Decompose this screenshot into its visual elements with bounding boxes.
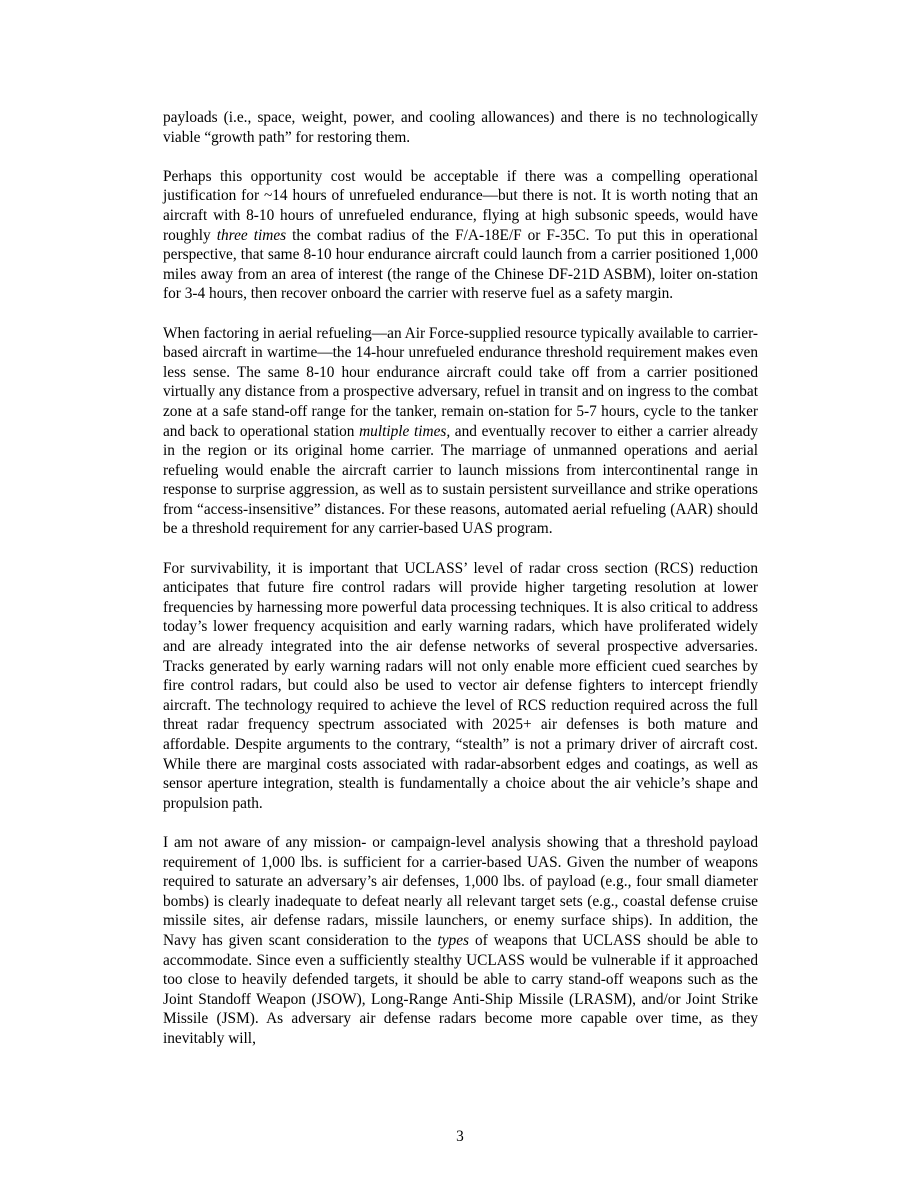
paragraph-payload-requirement (163, 833, 758, 1049)
italic-text-segment: multiple times, (359, 422, 451, 440)
text-segment: For survivability, it is important that UCLASS’ level of radar cross section (RCS) reduction anticipates that future fire control radars will provide higher targeting resolution at lower frequencies by harnessing more powerful data processing techniques. It is also critical to address today’s lower frequency acquisition and early warning radars, which have proliferated widely and are already integrated into the air defense networks of several prospective adversaries. Tracks generated by early warning radars will not only enable more efficient cued searches by fire control radars, but could also be used to vector air defense fighters to intercept friendly aircraft. The technology required to achieve the level of RCS reduction required across the full threat radar frequency spectrum associated with 2025+ air defenses is both mature and affordable. Despite arguments to the contrary, “stealth” is not a primary driver of aircraft cost. While there are marginal costs associated with radar-absorbent edges and coatings, as well as sensor aperture integration, stealth is fundamentally a choice about the air vehicle’s shape and propulsion path. (163, 559, 758, 812)
text-segment: When factoring in aerial refueling—an Air Force-supplied resource typically available to carrier-based aircraft in wartime—the 14-hour unrefueled endurance threshold requirement makes even less sense. The same 8-10 hour endurance aircraft could take off from a carrier positioned virtually any distance from a prospective adversary, refuel in transit and on ingress to the combat zone at a safe stand-off range for the tanker, remain on-station for 5-7 hours, cycle to the tanker and back to operational station (163, 324, 758, 440)
text-segment: and eventually recover to either a carrier already in the region or its original home carrier. The marriage of unmanned operations and aerial refueling would enable the aircraft carrier to launch missions from intercontinental range in response to surprise aggression, as well as to sustain persistent surveillance and strike operations from “access-insensitive” distances. For these reasons, automated aerial refueling (AAR) should be a threshold requirement for any carrier-based UAS program. (163, 422, 758, 538)
italic-text-segment: types (437, 931, 469, 949)
text-segment: payloads (i.e., space, weight, power, and cooling allowances) and there is no technologically viable “growth path” for restoring them. (163, 109, 758, 146)
paragraph-growth-path (163, 108, 758, 147)
italic-text-segment: three times (216, 226, 287, 244)
text-segment: the combat radius of the F/A-18E/F or F-35C. To put this in operational perspective, that same 8-10 hour endurance aircraft could launch from a carrier positioned 1,000 miles away from an area of interest (the range of the Chinese DF-21D ASBM), loiter on-station for 3-4 hours, then recover onboard the carrier with reserve fuel as a safety margin. (163, 226, 758, 303)
text-segment: of weapons that UCLASS should be able to accommodate. Since even a sufficiently stealthy UCLASS would be vulnerable if it approached too close to heavily defended targets, it should be able to carry stand-off weapons such as the Joint Standoff Weapon (JSOW), Long-Range Anti-Ship Missile (LRASM), and/or Joint Strike Missile (JSM). As adversary air defense radars become more capable over time, as they inevitably will, (163, 931, 758, 1047)
document-body (163, 108, 758, 1068)
page-number: 3 (456, 1128, 464, 1145)
paragraph-aerial-refueling (163, 324, 758, 540)
text-segment: Perhaps this opportunity cost would be acceptable if there was a compelling operational justification for ~14 hours of unrefueled endurance—but there is not. It is worth noting that an aircraft with 8-10 hours of unrefueled endurance, flying at high subsonic speeds, would have roughly (163, 167, 758, 244)
text-segment: I am not aware of any mission- or campaign-level analysis showing that a threshold payload requirement of 1,000 lbs. is sufficient for a carrier-based UAS. Given the number of weapons required to saturate an adversary’s air defenses, 1,000 lbs. of payload (e.g., four small diameter bombs) is clearly inadequate to defeat nearly all relevant target sets (e.g., coastal defense cruise missile sites, air defense radars, missile launchers, or enemy surface ships). In addition, the Navy has given scant consideration to the (163, 833, 758, 949)
paragraph-survivability (163, 559, 758, 814)
paragraph-unrefueled-endurance (163, 167, 758, 304)
